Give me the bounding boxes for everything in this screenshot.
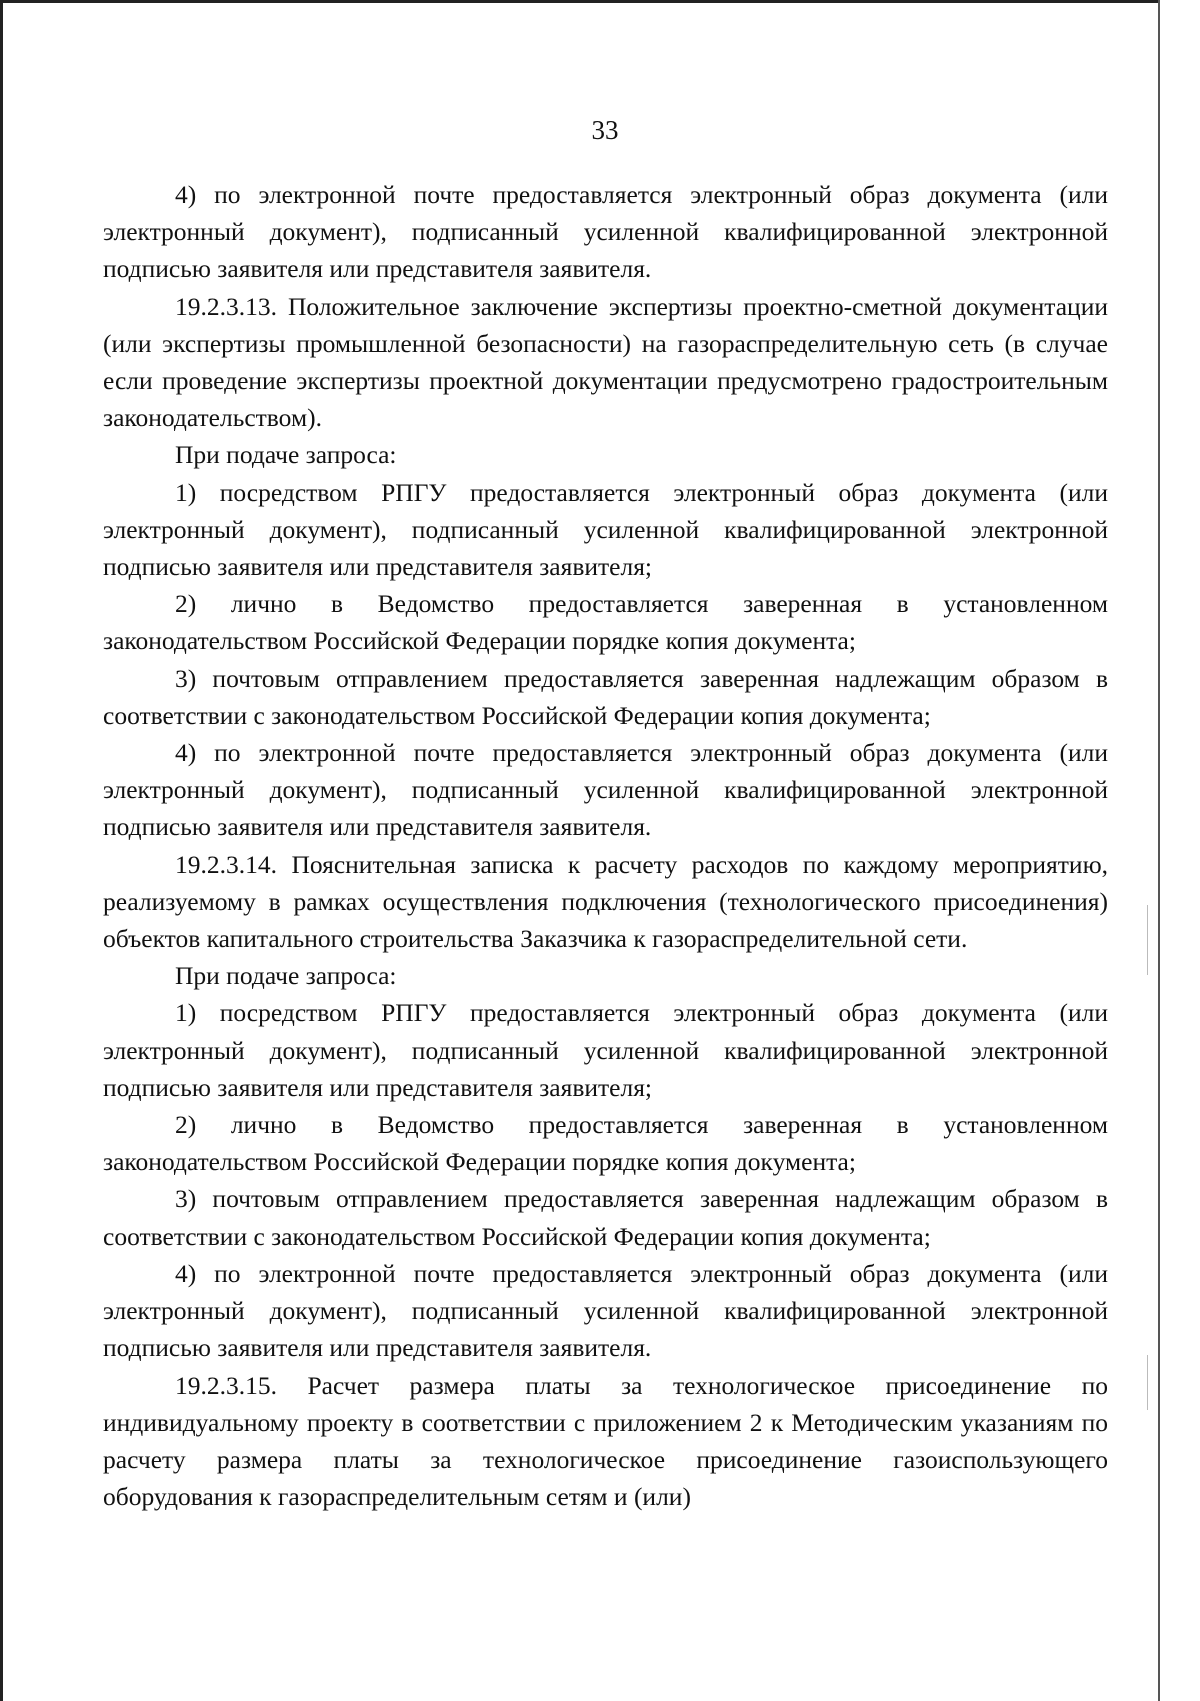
paragraph: 2) лично в Ведомство предоставляется заверенная в установленном законодательством Российской Федерации порядке копия документа; bbox=[103, 1110, 1108, 1177]
document-body bbox=[103, 176, 1108, 1515]
paragraph: При подаче запроса: bbox=[175, 440, 397, 470]
paragraph: При подаче запроса: bbox=[175, 961, 397, 991]
paragraph: 3) почтовым отправлением предоставляется заверенная надлежащим образом в соответствии с законодательством Российской Федерации копия документа; bbox=[103, 1184, 1108, 1251]
scan-edge-left bbox=[0, 0, 3, 1701]
paragraph: 3) почтовым отправлением предоставляется заверенная надлежащим образом в соответствии с законодательством Российской Федерации копия документа; bbox=[103, 663, 1108, 730]
paragraph: 4) по электронной почте предоставляется электронный образ документа (или электронный документ), подписанный усиленной квалифицированной электронной подписью заявителя или представителя заявителя. bbox=[103, 738, 1108, 842]
paragraph: 19.2.3.14. Пояснительная записка к расчету расходов по каждому мероприятию, реализуемому в рамках осуществления подключения (технологического присоединения) объектов капитального строительства Заказчика к газораспределительной сети. bbox=[103, 849, 1108, 954]
paragraph: 19.2.3.13. Положительное заключение экспертизы проектно-сметной документации (или экспертизы промышленной безопасности) на газораспределительную сеть (в случае если проведение экспертизы проектной документации предусмотрено градостроительным законодательством). bbox=[103, 291, 1108, 433]
scan-edge-right bbox=[1158, 0, 1160, 1701]
paragraph: 1) посредством РПГУ предоставляется электронный образ документа (или электронный документ), подписанный усиленной квалифицированной электронной подписью заявителя или представителя заявителя; bbox=[103, 998, 1108, 1102]
scan-margin-mark bbox=[1147, 1355, 1148, 1410]
page-number: 33 bbox=[591, 115, 619, 145]
paragraph: 4) по электронной почте предоставляется электронный образ документа (или электронный документ), подписанный усиленной квалифицированной электронной подписью заявителя или представителя заявителя. bbox=[103, 180, 1108, 284]
paragraph: 19.2.3.15. Расчет размера платы за технологическое присоединение по индивидуальному проекту в соответствии с приложением 2 к Методическим указаниям по расчету размера платы за технологическое присоединение газоиспользующего оборудования к газораспределительным сетям и (или) bbox=[103, 1370, 1108, 1512]
scan-edge-top bbox=[0, 0, 1158, 3]
paragraph: 4) по электронной почте предоставляется электронный образ документа (или электронный документ), подписанный усиленной квалифицированной электронной подписью заявителя или представителя заявителя. bbox=[103, 1258, 1108, 1363]
paragraph: 1) посредством РПГУ предоставляется электронный образ документа (или электронный документ), подписанный усиленной квалифицированной электронной подписью заявителя или представителя заявителя; bbox=[103, 477, 1108, 582]
scan-margin-mark bbox=[1147, 905, 1148, 975]
paragraph: 2) лично в Ведомство предоставляется заверенная в установленном законодательством Российской Федерации порядке копия документа; bbox=[103, 589, 1108, 656]
